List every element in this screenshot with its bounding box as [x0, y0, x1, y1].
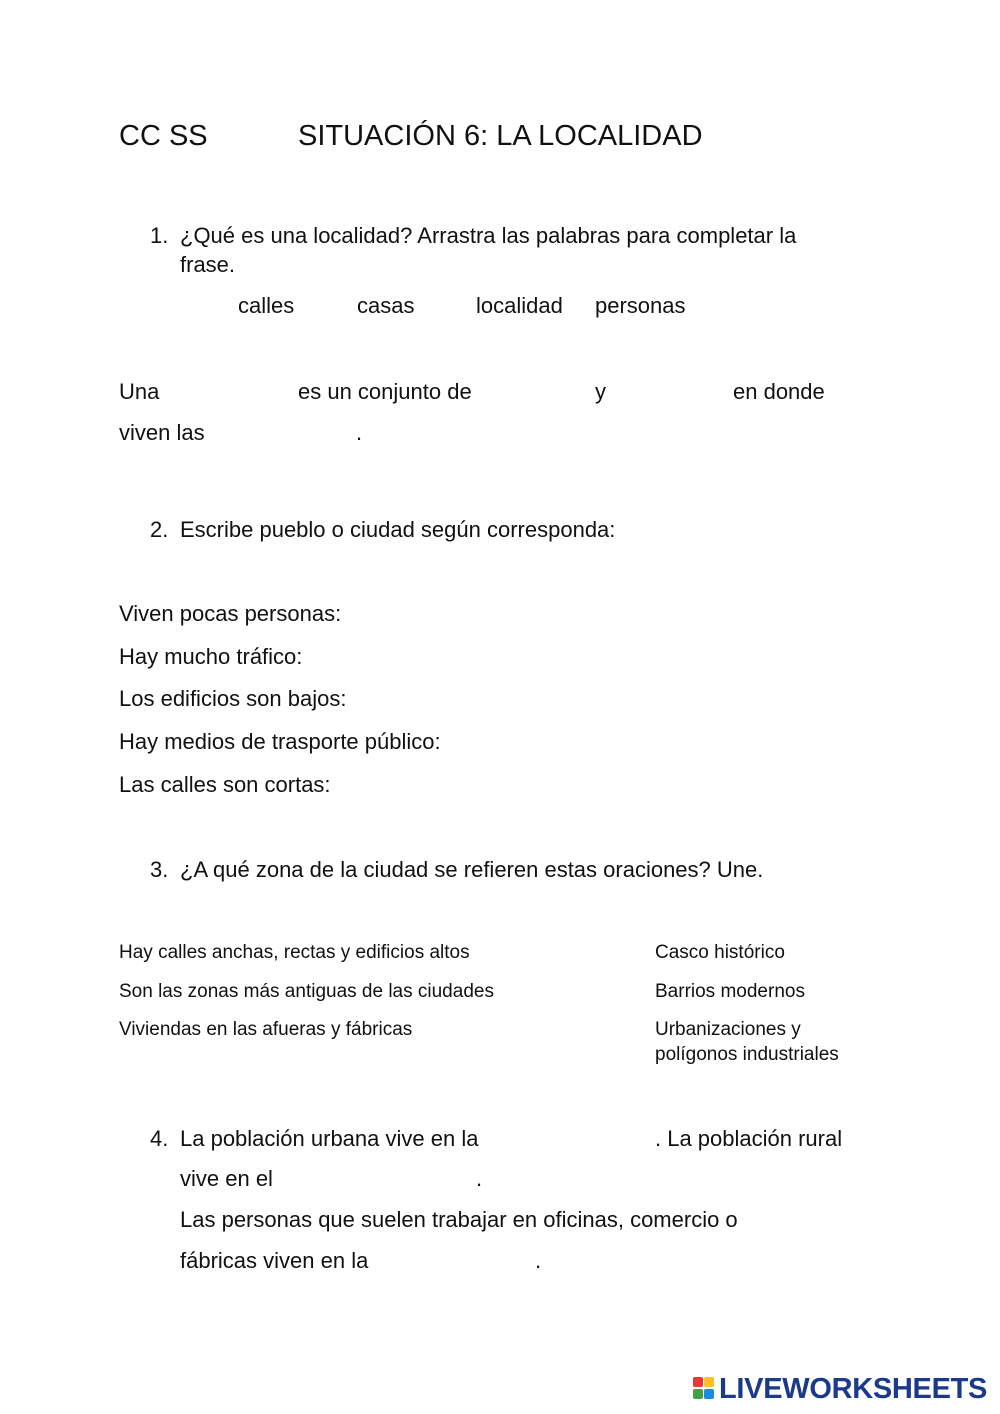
q4-text-f: fábricas viven en la [180, 1248, 369, 1273]
q1-text-line1: ¿Qué es una localidad? Arrastra las palabras para completar la [180, 223, 797, 248]
drag-word-casas[interactable]: casas [357, 293, 415, 318]
q1-sentence-conjunto: es un conjunto de [298, 379, 472, 404]
q4-blank-3[interactable] [387, 1247, 532, 1275]
q1-drop-zone-2[interactable] [488, 378, 588, 406]
q2-item: Los edificios son bajos: [119, 686, 347, 711]
q2-answer-input[interactable] [473, 728, 733, 756]
q2-text: Escribe pueblo o ciudad según corresponda: [180, 517, 616, 542]
drag-word-localidad[interactable]: localidad [476, 293, 563, 318]
q3-right-item[interactable]: Barrios modernos [655, 981, 805, 1002]
drag-word-personas[interactable]: personas [595, 293, 686, 318]
q2-item: Hay medios de trasporte público: [119, 729, 441, 754]
q4-text-g: . [535, 1248, 542, 1273]
liveworksheets-logo-text: LIVEWORKSHEETS [719, 1372, 988, 1405]
q2-item: Hay mucho tráfico: [119, 644, 303, 669]
q3-number: 3. [150, 857, 169, 882]
q3-right-item-line2[interactable]: polígonos industriales [655, 1044, 839, 1065]
q4-text-c: vive en el [180, 1166, 273, 1191]
q1-sentence-y: y [595, 379, 606, 404]
q4-blank-1[interactable] [505, 1125, 650, 1153]
q1-drop-zone-3[interactable] [612, 378, 727, 406]
q1-sentence-viven: viven las [119, 420, 205, 445]
q1-text-line2: frase. [180, 252, 236, 277]
q2-item: Viven pocas personas: [119, 601, 342, 626]
q3-left-item[interactable]: Hay calles anchas, rectas y edificios altos [119, 942, 470, 963]
q4-text-b: . La población rural [655, 1126, 843, 1151]
q2-answer-input[interactable] [372, 685, 632, 713]
q4-text-e: Las personas que suelen trabajar en oficinas, comercio o [180, 1207, 738, 1232]
liveworksheets-logo [693, 1372, 987, 1406]
q2-answer-input[interactable] [368, 600, 628, 628]
q4-text-a: La población urbana vive en la [180, 1126, 479, 1151]
q1-sentence-una: Una [119, 379, 160, 404]
liveworksheets-logo-icon [693, 1377, 715, 1401]
q3-left-item[interactable]: Viviendas en las afueras y fábricas [119, 1019, 413, 1040]
q4-number: 4. [150, 1126, 169, 1151]
subject-label: CC SS [119, 120, 208, 152]
q3-text: ¿A qué zona de la ciudad se refieren estas oraciones? Une. [180, 857, 764, 882]
q4-text-d: . [476, 1166, 483, 1191]
q2-answer-input[interactable] [355, 771, 615, 799]
q1-sentence-dot: . [356, 420, 363, 445]
q3-left-item[interactable]: Son las zonas más antiguas de las ciudades [119, 981, 494, 1002]
q1-number: 1. [150, 223, 169, 248]
q3-right-item-line1[interactable]: Urbanizaciones y [655, 1019, 801, 1040]
q2-number: 2. [150, 517, 169, 542]
q2-item: Las calles son cortas: [119, 772, 331, 797]
q1-sentence-donde: en donde [733, 379, 825, 404]
q3-right-item[interactable]: Casco histórico [655, 942, 785, 963]
q1-drop-zone-4[interactable] [215, 419, 353, 447]
page-title: SITUACIÓN 6: LA LOCALIDAD [298, 120, 703, 152]
q2-answer-input[interactable] [325, 643, 585, 671]
q4-blank-2[interactable] [283, 1165, 473, 1193]
drag-word-calles[interactable]: calles [238, 293, 295, 318]
q1-drop-zone-1[interactable] [165, 378, 290, 406]
